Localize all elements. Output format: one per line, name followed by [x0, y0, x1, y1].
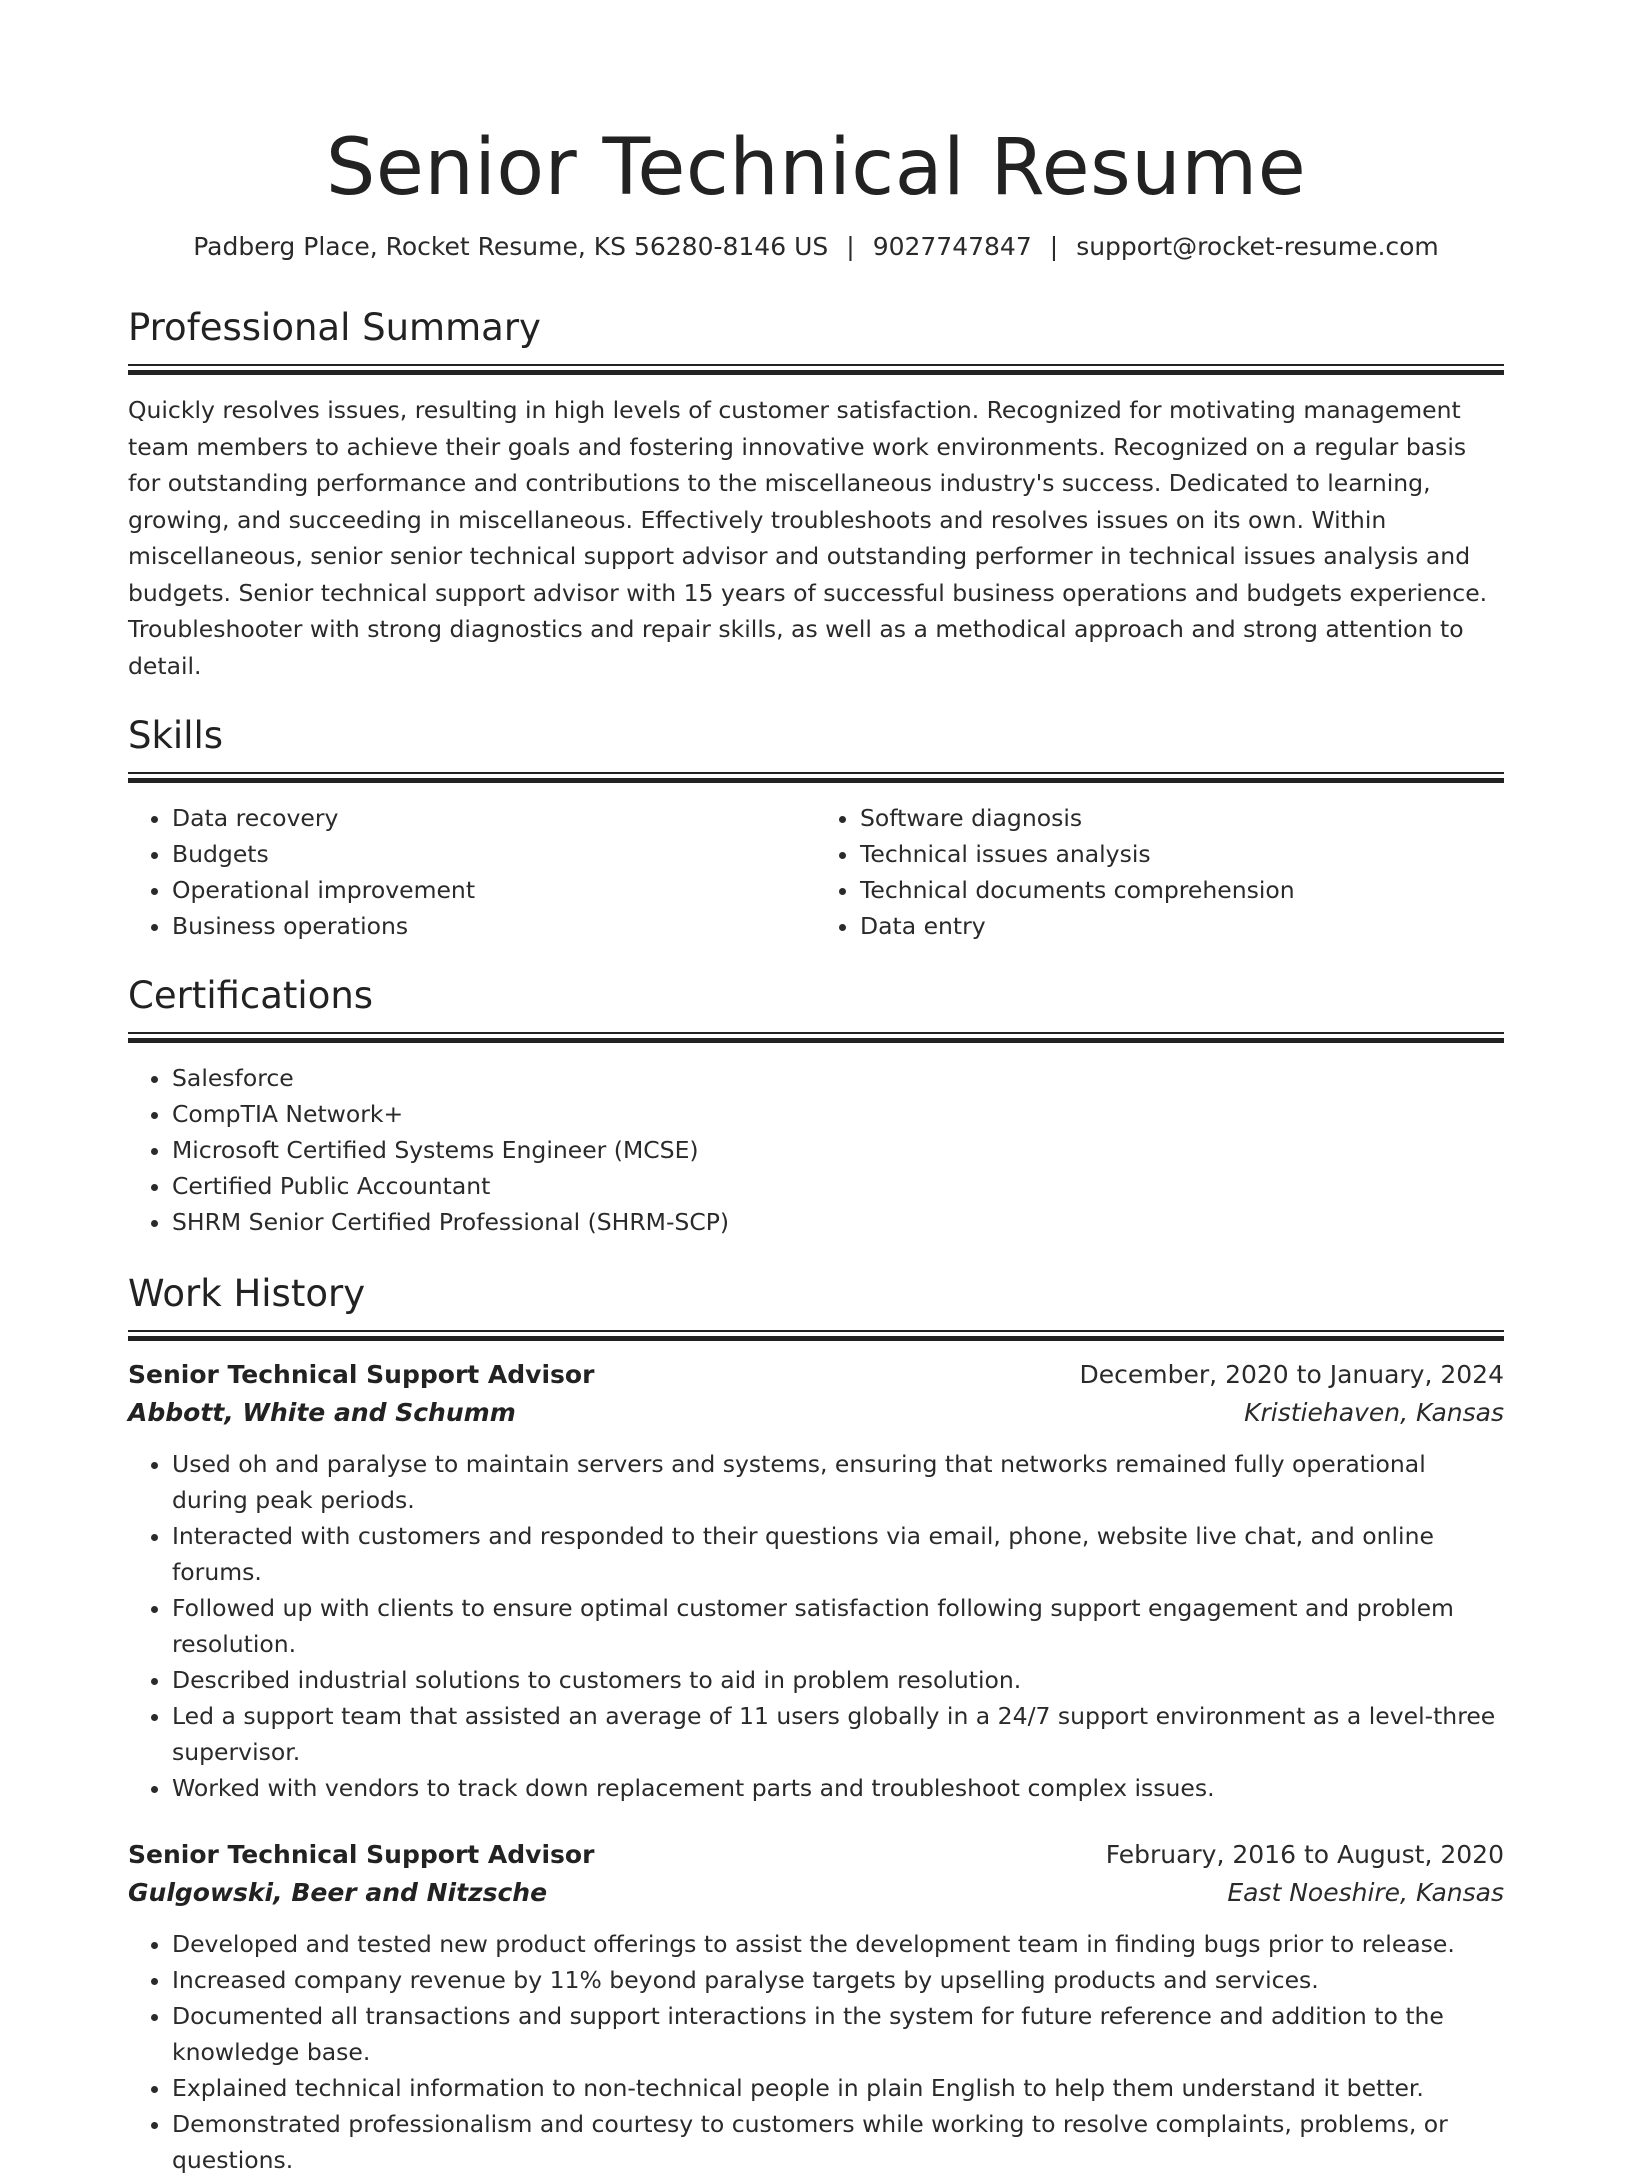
job-company: Gulgowski, Beer and Nitzsche — [128, 1878, 548, 1907]
certifications-list — [128, 1060, 1504, 1240]
job-bullet: • Followed up with clients to ensure optimal customer satisfaction following support engagement and problem resolution. — [172, 1590, 1504, 1662]
skill-item: • Technical documents comprehension — [860, 872, 1504, 908]
work-history-heading: Work History — [128, 1272, 366, 1315]
skill-item: • Data entry — [860, 908, 1504, 944]
contact-phone: 9027747847 — [872, 232, 1032, 261]
job-title: Senior Technical Support Advisor — [128, 1840, 595, 1869]
job-bullet: • Worked with vendors to track down replacement parts and troubleshoot complex issues. — [172, 1770, 1504, 1806]
skills-list-left — [128, 800, 816, 944]
skills-list-right — [816, 800, 1504, 944]
skills-heading: Skills — [128, 714, 224, 757]
job-bullet: • Increased company revenue by 11% beyond paralyse targets by upselling products and services. — [172, 1962, 1504, 1998]
contact-separator: | — [1049, 232, 1059, 261]
certification-item: • CompTIA Network+ — [172, 1096, 1504, 1132]
skill-item: • Software diagnosis — [860, 800, 1504, 836]
job-dates: December, 2020 to January, 2024 — [1079, 1360, 1504, 1389]
job-location: East Noeshire, Kansas — [1227, 1878, 1504, 1907]
skills-columns — [128, 800, 1504, 944]
job-header — [128, 1836, 1504, 1874]
contact-email: support@rocket-resume.com — [1076, 232, 1439, 261]
job-bullets — [128, 1926, 1504, 2178]
certification-item: • Salesforce — [172, 1060, 1504, 1096]
job-bullet: • Explained technical information to non-technical people in plain English to help them understand it better. — [172, 2070, 1504, 2106]
job-bullet: • Used oh and paralyse to maintain servers and systems, ensuring that networks remained fully operational during peak periods. — [172, 1446, 1504, 1518]
section-divider — [128, 1032, 1504, 1042]
job-subheader — [128, 1394, 1504, 1432]
certification-item: • SHRM Senior Certified Professional (SHRM-SCP) — [172, 1204, 1504, 1240]
skills-section — [128, 714, 1504, 944]
certification-item: • Microsoft Certified Systems Engineer (MCSE) — [172, 1132, 1504, 1168]
contact-line — [128, 230, 1504, 264]
job-company: Abbott, White and Schumm — [128, 1398, 516, 1427]
skill-item: • Operational improvement — [172, 872, 816, 908]
job-bullet: • Demonstrated professionalism and courtesy to customers while working to resolve complaints, problems, or questions. — [172, 2106, 1504, 2178]
summary-text: Quickly resolves issues, resulting in high levels of customer satisfaction. Recognized for motivating management team members to achieve their goals and fostering innovative work environments. Recognized on a regular basis for outstanding performance and contributions to the miscellaneous industry's success. Dedicated to learning, growing, and succeeding in miscellaneous. Effectively troubleshoots and resolves issues on its own. Within miscellaneous, senior senior technical support advisor and outstanding performer in technical issues analysis and budgets. Senior technical support advisor with 15 years of successful business operations and budgets experience. Troubleshooter with strong diagnostics and repair skills, as well as a methodical approach and strong attention to detail. — [128, 396, 1488, 680]
job-bullets — [128, 1446, 1504, 1806]
section-divider — [128, 772, 1504, 782]
job-bullet: • Documented all transactions and support interactions in the system for future reference and addition to the knowledge base. — [172, 1998, 1504, 2070]
certification-item: • Certified Public Accountant — [172, 1168, 1504, 1204]
certifications-section — [128, 974, 1504, 1240]
resume-title: Senior Technical Resume — [325, 123, 1307, 213]
job-bullet: • Interacted with customers and responded to their questions via email, phone, website live chat, and online forums. — [172, 1518, 1504, 1590]
work-history-section — [128, 1272, 1504, 2178]
job-entry — [128, 1836, 1504, 2178]
job-location: Kristiehaven, Kansas — [1244, 1398, 1504, 1427]
certifications-heading: Certifications — [128, 974, 374, 1017]
job-bullet: • Described industrial solutions to customers to aid in problem resolution. — [172, 1662, 1504, 1698]
section-divider — [128, 364, 1504, 374]
skill-item: • Business operations — [172, 908, 816, 944]
job-title: Senior Technical Support Advisor — [128, 1360, 595, 1389]
summary-section — [128, 306, 1504, 684]
contact-separator: | — [846, 232, 855, 261]
section-divider — [128, 1330, 1504, 1340]
job-bullet: • Developed and tested new product offerings to assist the development team in finding bugs prior to release. — [172, 1926, 1504, 1962]
summary-heading: Professional Summary — [128, 306, 541, 349]
skill-item: • Data recovery — [172, 800, 816, 836]
resume-page — [128, 0, 1504, 2178]
job-header — [128, 1356, 1504, 1394]
skill-item: • Budgets — [172, 836, 816, 872]
job-subheader — [128, 1874, 1504, 1912]
job-entry — [128, 1356, 1504, 1806]
skill-item: • Technical issues analysis — [860, 836, 1504, 872]
job-dates: February, 2016 to August, 2020 — [1105, 1840, 1504, 1869]
contact-address: Padberg Place, Rocket Resume, KS 56280-8146 US — [193, 232, 829, 261]
job-bullet: • Led a support team that assisted an average of 11 users globally in a 24/7 support environment as a level-three supervisor. — [172, 1698, 1504, 1770]
